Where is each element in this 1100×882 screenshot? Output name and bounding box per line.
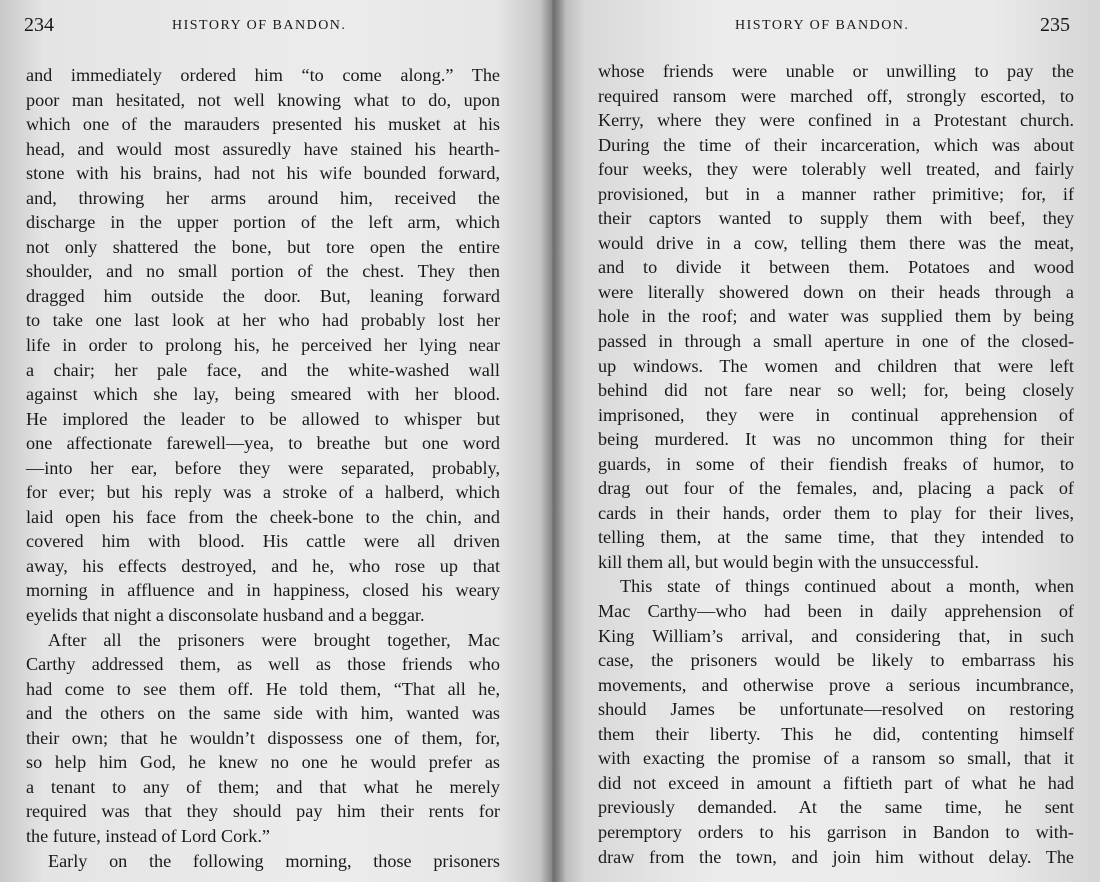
text-line: draw from the town, and join him without delay. The xyxy=(598,846,1074,867)
text-line: whose friends were unable or unwilling to pay the xyxy=(598,61,1074,81)
text-line: He implored the leader to be allowed to whisper but xyxy=(26,408,500,429)
text-line: up windows. The women and children that were left xyxy=(598,355,1074,376)
text-line: being murdered. It was no uncommon thing for their xyxy=(598,429,1074,450)
text-line: guards, in some of their fiendish freaks of humor, to xyxy=(598,453,1074,474)
text-line: telling them, at the same time, that they intended to xyxy=(598,527,1074,548)
text-line: required ransom were marched off, strongly escorted, to xyxy=(598,85,1074,106)
text-line: provisioned, but in a manner rather primitive; for, if xyxy=(598,183,1074,204)
body-text xyxy=(598,59,1074,869)
body-text xyxy=(26,63,500,873)
text-line: eyelids that night a disconsolate husband and a beggar. xyxy=(26,605,425,626)
text-line: to take one last look at her who had probably lost her xyxy=(26,310,500,331)
text-line: four weeks, they were tolerably well treated, and fairly xyxy=(598,159,1074,180)
text-line: previously demanded. At the same time, he sent xyxy=(598,797,1074,818)
text-line: required was that they should pay him their rents for xyxy=(26,801,500,822)
running-head: HISTORY OF BANDON. xyxy=(172,18,347,33)
text-line: their captors wanted to supply them with beef, they xyxy=(598,208,1074,229)
text-line: a chair; her pale face, and the white-washed wall xyxy=(26,359,500,380)
text-line: shoulder, and no small portion of the chest. They then xyxy=(26,261,500,282)
text-line: had come to see them off. He told them, “That all he, xyxy=(26,678,500,699)
text-line: life in order to prolong his, he perceived her lying near xyxy=(26,335,500,356)
text-line: which one of the marauders presented his musket at his xyxy=(26,114,500,135)
text-line: the future, instead of Lord Cork.” xyxy=(26,825,270,846)
text-line: covered him with blood. His cattle were all driven xyxy=(26,531,500,552)
text-line: for ever; but his reply was a stroke of a halberd, which xyxy=(26,482,500,503)
right-page xyxy=(552,0,1100,882)
text-line: discharge in the upper portion of the left arm, which xyxy=(26,212,500,233)
text-line: Carthy addressed them, as well as those friends who xyxy=(26,654,500,675)
text-line: During the time of their incarceration, which was about xyxy=(598,134,1074,155)
text-line: stone with his brains, had not his wife bounded forward, xyxy=(26,163,500,184)
text-line: hole in the roof; and water was supplied them by being xyxy=(598,306,1074,327)
text-line: laid open his face from the cheek-bone to the chin, and xyxy=(26,506,500,527)
text-line: and to divide it between them. Potatoes and wood xyxy=(598,257,1074,278)
text-line: were literally showered down on their heads through a xyxy=(598,281,1074,302)
text-line: drag out four of the females, and, placing a pack of xyxy=(598,478,1074,499)
text-line: cards in their hands, order them to play for their lives, xyxy=(598,502,1074,523)
text-line: so help him God, he knew no one he would prefer as xyxy=(26,752,500,773)
text-line: This state of things continued about a month, when xyxy=(620,576,1074,597)
text-line: dragged him outside the door. But, leaning forward xyxy=(26,285,500,306)
text-line: Kerry, where they were confined in a Protestant church. xyxy=(598,110,1074,131)
text-line: poor man hesitated, not well knowing what to do, upon xyxy=(26,89,500,110)
text-line: would drive in a cow, telling them there was the meat, xyxy=(598,232,1074,253)
text-line: kill them all, but would begin with the unsuccessful. xyxy=(598,551,979,572)
text-line: with exacting the promise of a ransom so small, that it xyxy=(598,748,1074,769)
text-line: morning in affluence and in happiness, closed his weary xyxy=(26,580,500,601)
text-line: away, his effects destroyed, and he, who rose up that xyxy=(26,555,500,576)
text-line: against which she lay, being smeared with her blood. xyxy=(26,384,500,405)
text-line: and the others on the same side with him, wanted was xyxy=(26,703,500,724)
text-line: head, and would most assuredly have stained his hearth- xyxy=(26,138,500,159)
text-line: —into her ear, before they were separated, probably, xyxy=(26,457,500,478)
text-line: and, throwing her arms around him, received the xyxy=(26,187,500,208)
text-line: behind did not fare near so well; for, being closely xyxy=(598,380,1074,401)
text-line: one affectionate farewell—yea, to breathe but one word xyxy=(26,433,500,454)
text-line: King William’s arrival, and considering that, in such xyxy=(598,625,1074,646)
text-line: and immediately ordered him “to come along.” The xyxy=(26,65,500,85)
text-line: not only shattered the bone, but tore open the entire xyxy=(26,236,500,257)
text-line: After all the prisoners were brought together, Mac xyxy=(48,629,500,650)
page-number: 235 xyxy=(1040,14,1070,36)
text-line: passed in through a small aperture in one of the closed- xyxy=(598,331,1074,352)
text-line: Mac Carthy—who had been in daily apprehension of xyxy=(598,601,1074,622)
running-head: HISTORY OF BANDON. xyxy=(735,18,910,33)
text-line: case, the prisoners would be likely to embarrass his xyxy=(598,650,1074,671)
text-line: them their liberty. This he did, contenting himself xyxy=(598,723,1074,744)
text-line: Early on the following morning, those prisoners xyxy=(48,850,500,871)
page-number: 234 xyxy=(24,14,54,36)
text-line: peremptory orders to his garrison in Bandon to with- xyxy=(598,821,1074,842)
text-line: imprisoned, they were in continual apprehension of xyxy=(598,404,1074,425)
text-line: a tenant to any of them; and that what he merely xyxy=(26,776,500,797)
text-line: their own; that he wouldn’t dispossess one of them, for, xyxy=(26,727,500,748)
text-line: should James be unfortunate—resolved on restoring xyxy=(598,699,1074,720)
text-line: movements, and otherwise prove a serious incumbrance, xyxy=(598,674,1074,695)
text-line: did not exceed in amount a fiftieth part of what he had xyxy=(598,772,1074,793)
